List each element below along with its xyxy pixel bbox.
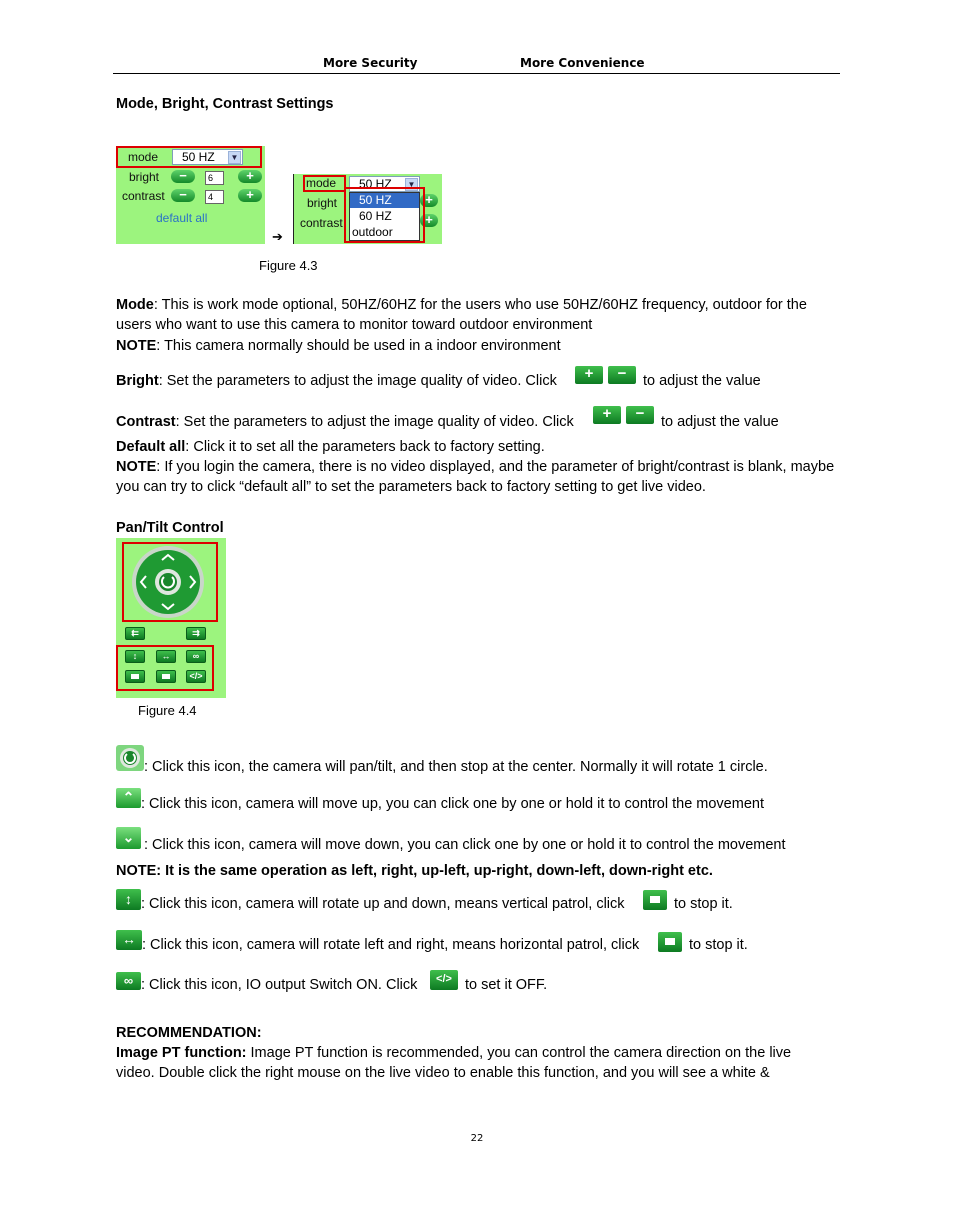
io-off-icon: </> xyxy=(430,970,458,990)
plus-icon: + xyxy=(575,366,603,384)
figure-caption-4-3: Figure 4.3 xyxy=(259,258,318,273)
center-description: : Click this icon, the camera will pan/tilt, and then stop at the center. Normally it will rotate 1 circle. xyxy=(144,759,768,775)
io-tail: to set it OFF. xyxy=(465,977,548,993)
settings-panel-default xyxy=(116,146,265,244)
plus-button-partial-2[interactable]: + xyxy=(420,214,438,227)
io-description: : Click this icon, IO output Switch ON. Click xyxy=(141,977,418,993)
contrast-label-2: contrast xyxy=(300,216,343,230)
image-pt-paragraph: Image PT function: Image PT function is recommended, you can control the camera direction on the live video. Double click the right mouse on the live video to enable this function, and you will see a white & xyxy=(116,1045,792,1081)
bright-label-2: bright xyxy=(307,196,338,210)
stop-horizontal-button[interactable] xyxy=(156,670,176,683)
mode-select-value: 50 HZ xyxy=(182,150,215,164)
stop-vertical-button[interactable] xyxy=(125,670,145,683)
horizontal-patrol-icon: ↔ xyxy=(116,930,142,950)
default-all-paragraph: Default all: Click it to set all the parameters back to factory setting. xyxy=(116,439,545,455)
bright-plus-button[interactable]: + xyxy=(238,170,262,183)
horizontal-patrol-description: : Click this icon, camera will rotate left and right, means horizontal patrol, click xyxy=(142,937,640,953)
mode-label-2: mode xyxy=(306,176,337,190)
horizontal-patrol-tail: to stop it. xyxy=(689,937,748,953)
vertical-patrol-description: : Click this icon, camera will rotate up and down, means vertical patrol, click xyxy=(141,896,625,912)
dropdown-option[interactable]: 60 HZ xyxy=(359,209,392,223)
contrast-plus-button[interactable]: + xyxy=(238,189,262,202)
down-description: : Click this icon, camera will move down, you can click one by one or hold it to control the movement xyxy=(144,837,786,853)
up-arrow-icon: ⌃ xyxy=(116,788,141,808)
vertical-patrol-tail: to stop it. xyxy=(674,896,733,912)
default-all-link[interactable]: default all xyxy=(156,211,208,225)
note-blank-video: NOTE: If you login the camera, there is no video displayed, and the parameter of bright/contrast is blank, maybe you can try to click “default all” to set the parameters back to factory setting to get live video. xyxy=(116,459,835,495)
header-left: More Security xyxy=(323,56,418,70)
chevron-down-icon[interactable]: ▼ xyxy=(228,151,241,164)
bright-paragraph: Bright: Set the parameters to adjust the image quality of video. Click xyxy=(116,373,557,389)
chevron-down-icon[interactable]: ▼ xyxy=(405,178,418,191)
preset-left-button[interactable]: ⇇ xyxy=(125,627,145,640)
contrast-paragraph-tail: to adjust the value xyxy=(661,414,779,430)
dropdown-option[interactable]: outdoor xyxy=(352,225,393,239)
stop-icon xyxy=(643,890,667,910)
header-rule xyxy=(113,73,840,74)
dropdown-highlight xyxy=(344,187,425,243)
mode-paragraph: Mode: This is work mode optional, 50HZ/60HZ for the users who use 50HZ/60HZ frequency, outdoor for the users who want to use this camera to monitor toward outdoor environment xyxy=(116,297,807,333)
contrast-paragraph: Contrast: Set the parameters to adjust the image quality of video. Click xyxy=(116,414,574,430)
minus-icon: − xyxy=(626,406,654,424)
horizontal-patrol-button[interactable]: ↔ xyxy=(156,650,176,663)
plus-icon: + xyxy=(593,406,621,424)
pan-tilt-panel xyxy=(116,538,226,698)
figure-caption-4-4: Figure 4.4 xyxy=(138,703,197,718)
contrast-minus-button[interactable]: − xyxy=(171,189,195,202)
preset-right-button[interactable]: ⇉ xyxy=(186,627,206,640)
recommendation-title: RECOMMENDATION: xyxy=(116,1025,262,1041)
io-on-button[interactable]: ∞ xyxy=(186,650,206,663)
stop-icon xyxy=(658,932,682,952)
header-right: More Convenience xyxy=(520,56,645,70)
minus-icon: − xyxy=(608,366,636,384)
section-title-pan-tilt: Pan/Tilt Control xyxy=(116,520,224,536)
note-indoor: NOTE: This camera normally should be used in a indoor environment xyxy=(116,338,561,354)
direction-pad-icon[interactable] xyxy=(129,544,207,620)
contrast-value[interactable]: 4 xyxy=(205,190,224,204)
dropdown-option[interactable]: 50 HZ xyxy=(350,193,419,208)
io-off-button[interactable]: </> xyxy=(186,670,206,683)
center-icon xyxy=(116,745,144,771)
arrow-right-icon: ➔ xyxy=(272,229,283,244)
plus-button-partial[interactable]: + xyxy=(420,194,438,207)
mode-select[interactable] xyxy=(172,149,243,165)
section-title-mode-bright-contrast: Mode, Bright, Contrast Settings xyxy=(116,96,334,112)
mode-select-value-2: 50 HZ xyxy=(359,177,392,191)
note-same-operation: NOTE: It is the same operation as left, right, up-left, up-right, down-left, down-right etc. xyxy=(116,863,713,879)
contrast-label: contrast xyxy=(122,189,165,203)
bright-paragraph-tail: to adjust the value xyxy=(643,373,761,389)
settings-panel-dropdown xyxy=(293,174,442,244)
bright-minus-button[interactable]: − xyxy=(171,170,195,183)
mode-label: mode xyxy=(128,150,159,164)
io-on-icon: ∞ xyxy=(116,972,141,990)
vertical-patrol-icon: ↕ xyxy=(116,889,141,910)
vertical-patrol-button[interactable]: ↕ xyxy=(125,650,145,663)
page-number: 22 xyxy=(470,1133,484,1144)
up-description: : Click this icon, camera will move up, you can click one by one or hold it to control the movement xyxy=(141,796,764,812)
bright-label: bright xyxy=(129,170,160,184)
bright-value[interactable]: 6 xyxy=(205,171,224,185)
down-arrow-icon: ⌄ xyxy=(116,827,141,849)
